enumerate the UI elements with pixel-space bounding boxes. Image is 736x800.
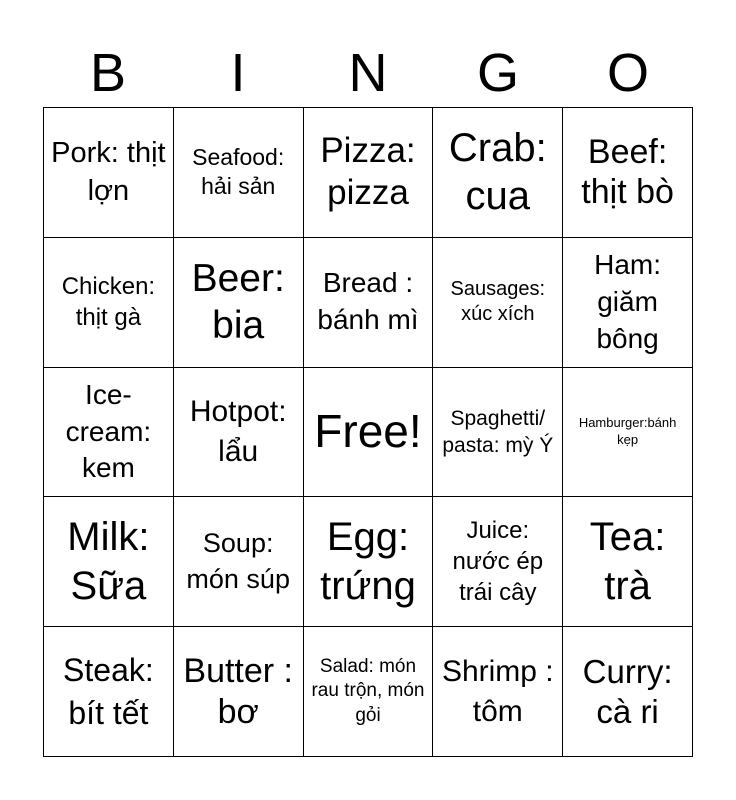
bingo-cell[interactable] [563, 108, 693, 238]
cell-text: Ice-cream: kem [65, 378, 152, 484]
cell-text: Curry: cà ri [582, 653, 673, 730]
bingo-cell[interactable] [563, 238, 693, 368]
cell-text: Seafood: hải sản [192, 143, 285, 200]
free-space-text: Free! [314, 405, 422, 458]
bingo-cell[interactable] [44, 238, 174, 368]
bingo-cell[interactable] [174, 368, 304, 498]
cell-text: Soup: món súp [186, 528, 290, 594]
bingo-cell[interactable] [563, 497, 693, 627]
cell-text: Hotpot: lẩu [189, 395, 287, 468]
cell-text: Egg: trứng [320, 514, 416, 608]
cell-text: Pork: thịt lợn [51, 137, 166, 208]
cell-text: Crab: cua [448, 125, 547, 219]
cell-text: Chicken: thịt gà [61, 273, 156, 332]
cell-text: Butter : bơ [183, 651, 293, 731]
bingo-cell[interactable] [304, 238, 434, 368]
bingo-cell[interactable] [174, 238, 304, 368]
bingo-cell[interactable] [433, 108, 563, 238]
bingo-cell[interactable] [44, 368, 174, 498]
cell-text: Beer: bia [191, 256, 285, 348]
bingo-cell[interactable] [174, 497, 304, 627]
cell-text: Shrimp : tôm [441, 655, 554, 728]
cell-text: Hamburger:bánh kẹp [578, 415, 677, 447]
cell-text: Pizza: pizza [320, 131, 416, 213]
header-letter-n: N [348, 43, 388, 103]
bingo-cell[interactable] [563, 627, 693, 757]
bingo-card-grid [43, 107, 693, 757]
cell-text: Milk: Sữa [67, 514, 150, 608]
bingo-cell[interactable] [433, 238, 563, 368]
bingo-cell[interactable] [174, 627, 304, 757]
bingo-cell[interactable] [304, 497, 434, 627]
bingo-cell[interactable] [174, 108, 304, 238]
bingo-cell-free[interactable] [304, 368, 434, 498]
cell-text: Tea: trà [589, 514, 666, 608]
bingo-cell[interactable] [433, 497, 563, 627]
bingo-cell[interactable] [304, 627, 434, 757]
bingo-cell[interactable] [433, 368, 563, 498]
bingo-header [43, 40, 693, 106]
bingo-cell[interactable] [44, 108, 174, 238]
bingo-cell[interactable] [44, 497, 174, 627]
cell-text: Steak: bít tết [63, 652, 154, 731]
cell-text: Bread : bánh mì [317, 267, 419, 336]
cell-text: Ham: giăm bông [594, 248, 662, 354]
bingo-cell[interactable] [433, 627, 563, 757]
header-letter-i: I [230, 43, 246, 103]
cell-text: Spaghetti/ pasta: mỳ Ý [442, 406, 554, 457]
cell-text: Beef: thịt bò [581, 132, 674, 212]
cell-text: Juice: nước ép trái cây [452, 517, 544, 607]
bingo-cell[interactable] [304, 108, 434, 238]
header-letter-b: B [89, 43, 127, 103]
header-letter-g: G [476, 43, 519, 103]
bingo-cell[interactable] [563, 368, 693, 498]
cell-text: Sausages: xúc xích [450, 277, 546, 326]
cell-text: Salad: món rau trộn, món gỏi [311, 656, 425, 726]
header-letter-o: O [606, 43, 649, 103]
bingo-cell[interactable] [44, 627, 174, 757]
